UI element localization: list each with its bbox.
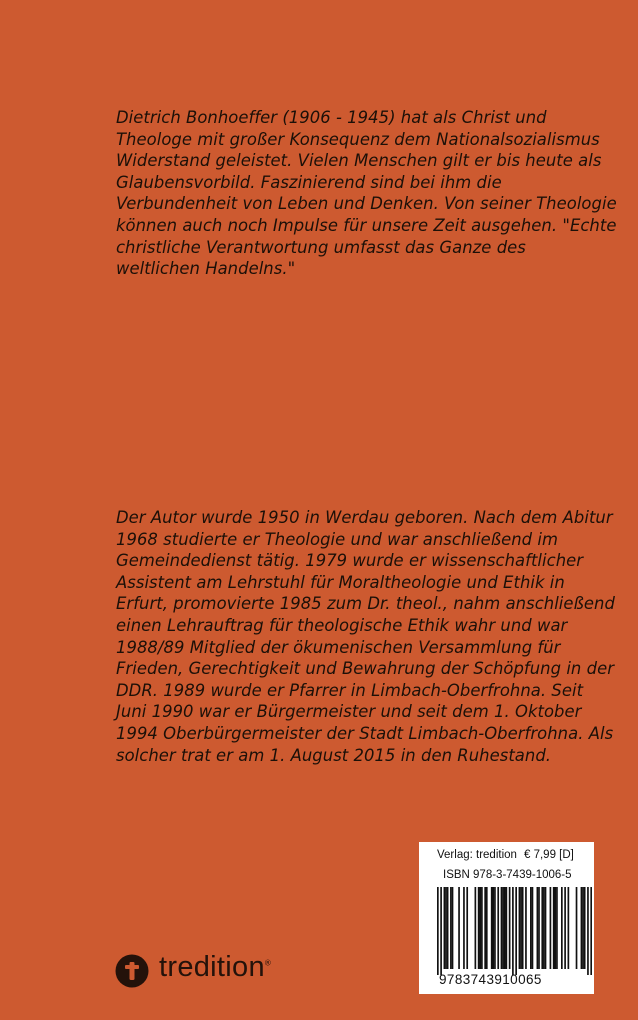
barcode-bar (450, 887, 452, 969)
barcode-bar (543, 887, 545, 969)
barcode-bar (484, 887, 486, 969)
blurb-line: Theologe mit großer Konsequenz dem Nationalsozialismus (116, 129, 600, 149)
barcode-bar (554, 887, 556, 969)
barcode-bar (440, 887, 442, 975)
barcode-bar (504, 887, 506, 969)
barcode-bar (522, 887, 524, 969)
barcode-bar (486, 887, 488, 969)
price-label: € 7,99 [D] (524, 849, 574, 861)
barcode-bar (463, 887, 465, 969)
bio-line: Juni 1990 war er Bürgermeister und seit dem 1. Oktober (116, 702, 582, 722)
barcode-bar (525, 887, 527, 969)
barcode-bar (545, 887, 547, 969)
barcode-bars (437, 887, 592, 975)
barcode-bar (497, 887, 499, 969)
registered-mark: ® (264, 958, 272, 968)
blurb-line: weltlichen Handelns." (116, 259, 296, 279)
bio-line: solcher trat er am 1. August 2015 in den Ruhestand. (116, 745, 552, 765)
blurb-line: christliche Verantwortung umfasst das Ganze des (116, 237, 526, 257)
barcode-bar (452, 887, 454, 969)
blurb-line: können auch noch Impulse für unsere Zeit ausgehen. "Echte (116, 215, 617, 235)
barcode-bar (481, 887, 483, 969)
barcode-digits: 9783743910065 (439, 972, 542, 987)
tredition-wordmark (159, 951, 271, 984)
book-blurb (116, 107, 617, 280)
tredition-logo-icon (115, 954, 149, 988)
bio-line: Erfurt, promovierte 1985 zum Dr. theol., nahm anschließend (116, 594, 615, 614)
barcode-bar (437, 887, 439, 975)
barcode-bar (494, 887, 496, 969)
bio-line: Frieden, Gerechtigkeit und Bewahrung der Schöpfung in der (116, 659, 615, 679)
blurb-line: Glaubensvorbild. Faszinierend sind bei ihm die (116, 172, 502, 192)
barcode-bar (458, 887, 460, 969)
barcode-bar (532, 887, 534, 969)
barcode-bar (576, 887, 578, 969)
barcode-bar (492, 887, 494, 969)
barcode-bar (581, 887, 583, 969)
barcode-bar (564, 887, 566, 969)
isbn-barcode-box (419, 842, 594, 994)
barcode-bar (509, 887, 511, 969)
isbn-label: ISBN 978-3-7439-1006-5 (443, 869, 572, 881)
bio-line: Assistent am Lehrstuhl für Moraltheologie und Ethik in (116, 572, 565, 592)
barcode-bar (561, 887, 563, 969)
publisher-label: Verlag: tredition (437, 849, 517, 861)
barcode-bar (556, 887, 558, 969)
barcode-bar (582, 887, 584, 969)
barcode-bar (491, 887, 493, 969)
barcode-bar (530, 887, 532, 969)
barcode-bar (515, 887, 517, 975)
barcode-bar (553, 887, 555, 969)
barcode-bar (475, 887, 477, 969)
bio-line: 1968 studierte er Theologie und war anschließend im (116, 529, 558, 549)
barcode-bar (537, 887, 539, 969)
barcode-bar (444, 887, 446, 969)
barcode-bar (520, 887, 522, 969)
blurb-line: Verbundenheit von Leben und Denken. Von seiner Theologie (116, 194, 617, 214)
blurb-line: Widerstand geleistet. Vielen Menschen gilt er bis heute als (116, 151, 602, 171)
barcode-bar (538, 887, 540, 969)
barcode-bar (447, 887, 449, 969)
barcode-bar (541, 887, 543, 969)
barcode-bar (590, 887, 592, 975)
barcode-bar (445, 887, 447, 969)
bio-line: einen Lehrauftrag für theologische Ethik wahr und war (116, 615, 568, 635)
barcode-bar (568, 887, 570, 969)
bio-line: 1988/89 Mitglied der ökumenischen Versammlung für (116, 637, 561, 657)
author-bio (116, 507, 615, 766)
blurb-line: Dietrich Bonhoeffer (1906 - 1945) hat als Christ und (116, 108, 547, 127)
barcode-bar (502, 887, 504, 969)
barcode-bar (584, 887, 586, 969)
barcode-bar (519, 887, 521, 969)
barcode-bar (501, 887, 503, 969)
barcode-bar (466, 887, 468, 969)
bio-line: Gemeindedienst tätig. 1979 wurde er wissenschaftlicher (116, 551, 584, 571)
barcode-bar (479, 887, 481, 969)
bio-line: Der Autor wurde 1950 in Werdau geboren. Nach dem Abitur (116, 508, 613, 527)
barcode-bar (550, 887, 552, 969)
barcode-bar (587, 887, 589, 975)
bio-line: 1994 Oberbürgermeister der Stadt Limbach-Oberfrohna. Als (116, 723, 614, 743)
barcode-bar (512, 887, 514, 975)
barcode-bar (478, 887, 480, 969)
bio-line: DDR. 1989 wurde er Pfarrer in Limbach-Oberfrohna. Seit (116, 680, 584, 700)
logo-name: tredition (159, 951, 265, 983)
barcode-bar (506, 887, 508, 969)
